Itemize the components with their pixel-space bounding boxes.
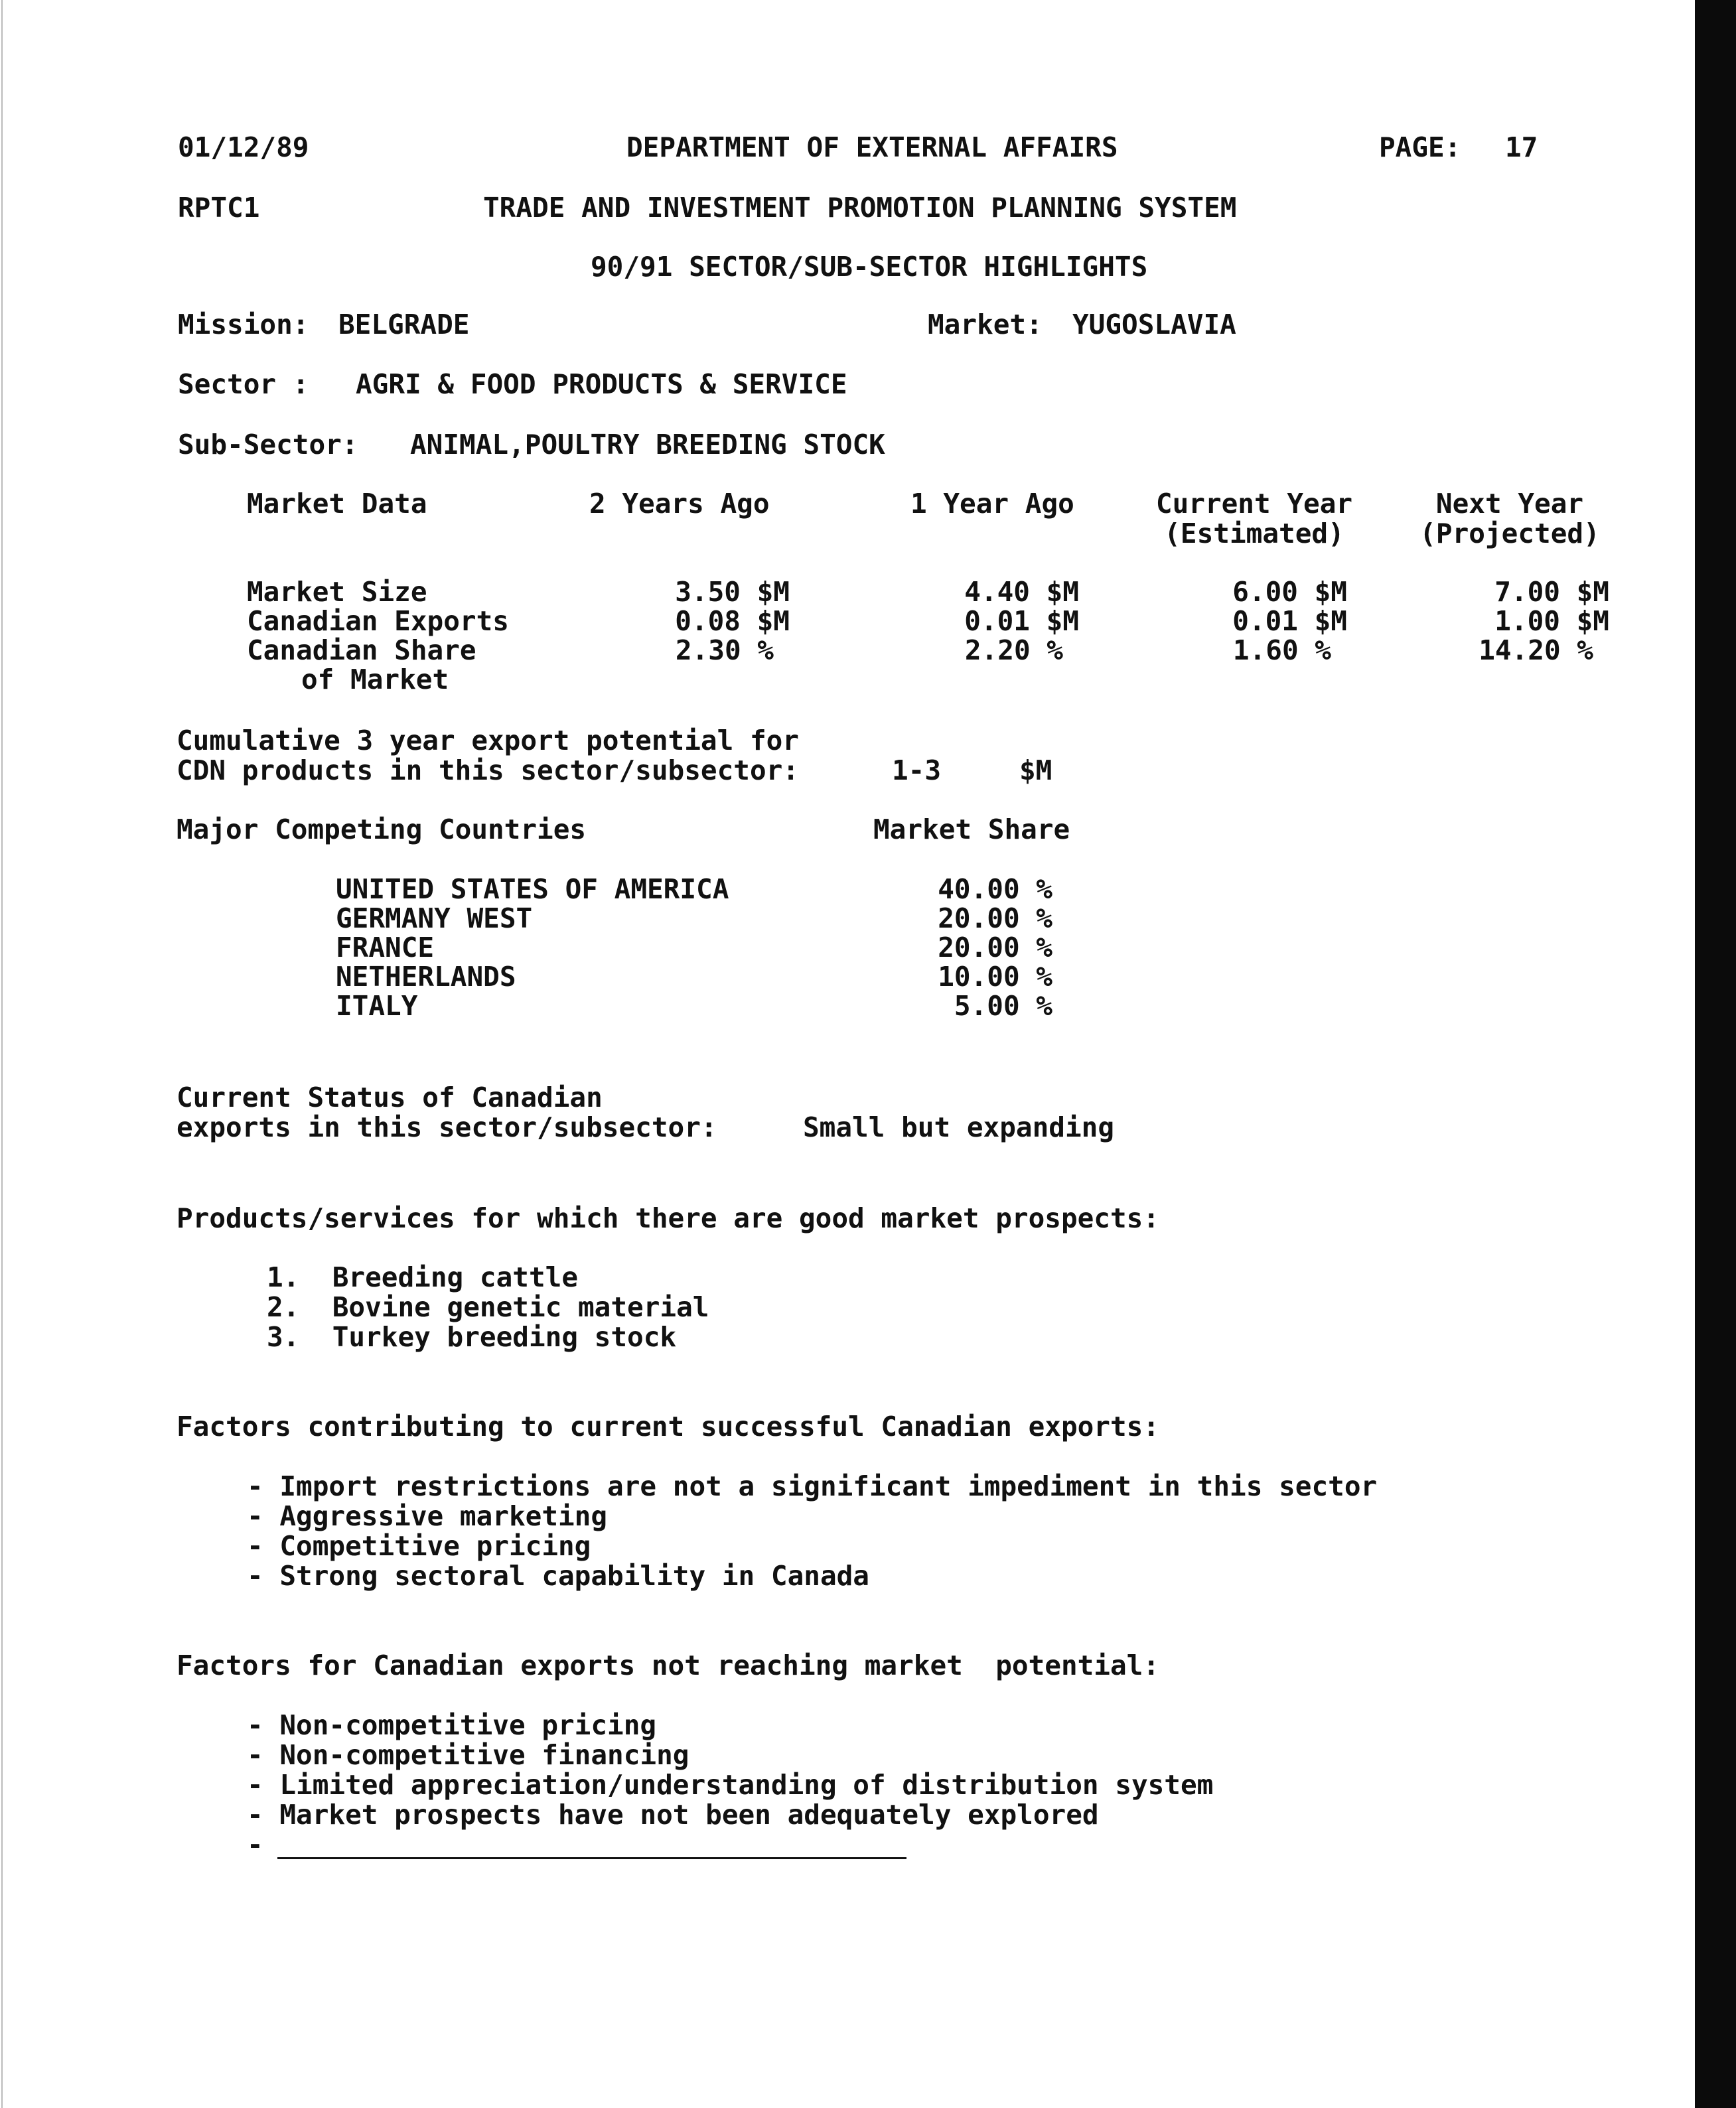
cell-market-size-next: 7.00 $M — [1494, 576, 1609, 608]
market-label: Market: — [928, 309, 1043, 340]
success-factor-item: - Strong sectoral capability in Canada — [247, 1560, 869, 1592]
row-label-canadian-share: Canadian Share — [247, 634, 476, 666]
row-label-of-market: of Market — [301, 664, 449, 695]
status-line-1: Current Status of Canadian — [177, 1082, 603, 1113]
cell-exports-2y: 0.08 $M — [675, 605, 790, 637]
barrier-factor-item: - Limited appreciation/understanding of distribution system — [247, 1769, 1214, 1801]
mission-label: Mission: — [178, 309, 309, 340]
report-code: RPTC1 — [178, 192, 260, 224]
barrier-factor-item: - Non-competitive pricing — [247, 1709, 657, 1741]
market-share-header: Market Share — [873, 813, 1070, 845]
barrier-factor-item: - Market prospects have not been adequately explored — [247, 1799, 1099, 1831]
subsector-value: ANIMAL,POULTRY BREEDING STOCK — [410, 429, 885, 460]
market-value: YUGOSLAVIA — [1072, 309, 1236, 340]
competitor-share: 20.00 % — [938, 932, 1052, 963]
prospect-item: 2. Bovine genetic material — [267, 1291, 709, 1323]
status-line-2: exports in this sector/subsector: — [177, 1111, 717, 1143]
cell-market-size-2y: 3.50 $M — [675, 576, 790, 608]
report-title: 90/91 SECTOR/SUB-SECTOR HIGHLIGHTS — [591, 251, 1148, 283]
potential-range: 1-3 — [892, 754, 942, 786]
competitor-country: UNITED STATES OF AMERICA — [336, 873, 729, 905]
cell-market-size-1y: 4.40 $M — [964, 576, 1079, 608]
report-date: 01/12/89 — [178, 131, 309, 163]
col-header-market-data: Market Data — [247, 488, 427, 520]
scan-left-edge — [1, 0, 3, 2108]
col-header-current-year: Current Year — [1155, 488, 1353, 520]
potential-line-1: Cumulative 3 year export potential for — [177, 725, 799, 756]
competitors-title: Major Competing Countries — [177, 813, 587, 845]
prospect-item: 3. Turkey breeding stock — [267, 1321, 677, 1353]
col-header-next-year: Next Year — [1435, 488, 1584, 520]
scan-dark-border — [1695, 0, 1736, 2108]
row-label-market-size: Market Size — [247, 576, 427, 608]
competitor-country: NETHERLANDS — [336, 961, 516, 993]
competitor-share: 5.00 % — [954, 990, 1052, 1022]
success-factor-item: - Import restrictions are not a significant impediment in this sector — [247, 1470, 1378, 1502]
cell-share-current: 1.60 % — [1232, 634, 1331, 666]
competitor-share: 20.00 % — [938, 902, 1052, 934]
prospects-title: Products/services for which there are good market prospects: — [177, 1202, 1160, 1234]
page-label: PAGE: — [1379, 131, 1461, 163]
sector-value: AGRI & FOOD PRODUCTS & SERVICE — [356, 368, 847, 400]
col-header-estimated: (Estimated) — [1164, 518, 1344, 549]
cell-market-size-current: 6.00 $M — [1232, 576, 1347, 608]
cell-share-next: 14.20 % — [1479, 634, 1593, 666]
potential-line-2: CDN products in this sector/subsector: — [177, 754, 799, 786]
cell-share-1y: 2.20 % — [964, 634, 1063, 666]
prospect-item: 1. Breeding cattle — [267, 1261, 578, 1293]
sector-label: Sector : — [178, 368, 309, 400]
cell-share-2y: 2.30 % — [675, 634, 774, 666]
cell-exports-current: 0.01 $M — [1232, 605, 1347, 637]
competitor-share: 40.00 % — [938, 873, 1052, 905]
row-label-canadian-exports: Canadian Exports — [247, 605, 509, 637]
barrier-factor-blank-item: - — [247, 1829, 263, 1861]
department-title: DEPARTMENT OF EXTERNAL AFFAIRS — [626, 131, 1118, 163]
mission-value: BELGRADE — [338, 309, 470, 340]
competitor-country: ITALY — [336, 990, 418, 1022]
status-value: Small but expanding — [803, 1111, 1114, 1143]
competitor-country: FRANCE — [336, 932, 435, 963]
col-header-projected: (Projected) — [1419, 518, 1600, 549]
success-factor-item: - Aggressive marketing — [247, 1500, 608, 1532]
barrier-factor-item: - Non-competitive financing — [247, 1739, 689, 1771]
competitor-country: GERMANY WEST — [336, 902, 533, 934]
system-title: TRADE AND INVESTMENT PROMOTION PLANNING SYSTEM — [483, 192, 1237, 224]
blank-entry-line — [277, 1857, 906, 1859]
success-factors-title: Factors contributing to current successful Canadian exports: — [177, 1411, 1160, 1442]
subsector-label: Sub-Sector: — [178, 429, 358, 460]
potential-unit: $M — [1019, 754, 1052, 786]
col-header-1-year-ago: 1 Year Ago — [910, 488, 1074, 520]
cell-exports-next: 1.00 $M — [1494, 605, 1609, 637]
col-header-2-years-ago: 2 Years Ago — [589, 488, 770, 520]
cell-exports-1y: 0.01 $M — [964, 605, 1079, 637]
competitor-share: 10.00 % — [938, 961, 1052, 993]
success-factor-item: - Competitive pricing — [247, 1530, 591, 1562]
page-number: 17 — [1505, 131, 1538, 163]
barrier-factors-title: Factors for Canadian exports not reaching market potential: — [177, 1650, 1160, 1681]
